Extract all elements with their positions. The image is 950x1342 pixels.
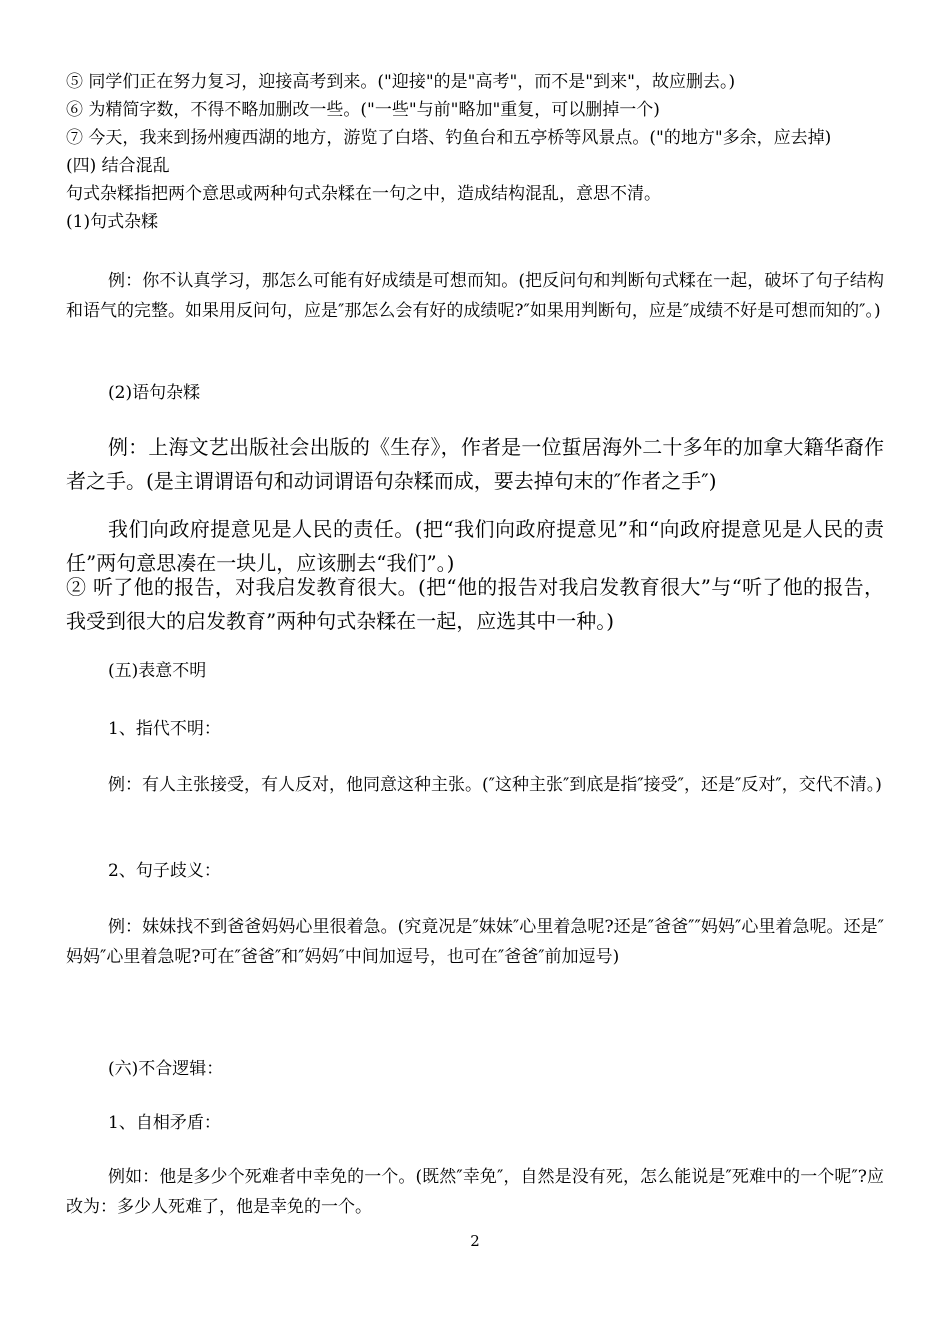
example-paragraph: 例：有人主张接受，有人反对，他同意这种主张。(″这种主张″到底是指″接受″，还是″反对″，交代不清。) [108,775,882,795]
subsection-heading: 1、自相矛盾： [108,1113,221,1133]
text-line: ⑤ 同学们正在努力复习，迎接高考到来。("迎接"的是"高考"，而不是"到来"，故应删去。) [66,72,736,92]
text-line: ⑦ 今天，我来到扬州瘦西湖的地方，游览了白塔、钓鱼台和五亭桥等风景点。("的地方"多余，应去掉) [66,128,832,148]
section-heading: (六)不合逻辑： [108,1059,224,1079]
page-number: 2 [470,1232,480,1250]
subsection-heading: (1)句式杂糅 [66,212,159,232]
text-line: ⑥ 为精简字数，不得不略加删改一些。("一些"与前"略加"重复，可以删掉一个) [66,100,660,120]
section-heading: (四) 结合混乱 [66,156,170,176]
example-paragraph: 我们向政府提意见是人民的责任。(把“我们向政府提意见”和“向政府提意见是人民的责任”两句意思凑在一块儿，应该删去“我们”。) [66,517,884,575]
example-paragraph: 例：妹妹找不到爸爸妈妈心里很着急。(究竟况是″妹妹″心里着急呢?还是″爸爸″″妈妈″心里着急呢。还是″妈妈″心里着急呢?可在″爸爸″和″妈妈″中间加逗号，也可在″爸爸″前加逗号) [66,917,884,967]
section-heading: (五)表意不明 [108,661,207,681]
subsection-heading: 1、指代不明： [108,719,221,739]
example-paragraph: 例：你不认真学习，那怎么可能有好成绩是可想而知。(把反问句和判断句式糅在一起，破坏了句子结构和语气的完整。如果用反问句，应是″那怎么会有好的成绩呢?″如果用判断句，应是″成绩不好是可想而知的″。) [66,271,884,321]
text-line: 句式杂糅指把两个意思或两种句式杂糅在一句之中，造成结构混乱，意思不清。 [66,184,661,204]
example-paragraph: 例：上海文艺出版社会出版的《生存》，作者是一位蜇居海外二十多年的加拿大籍华裔作者之手。(是主谓谓语句和动词谓语句杂糅而成，要去掉句末的″作者之手″) [66,435,884,493]
subsection-heading: (2)语句杂糅 [108,383,201,403]
example-paragraph: ② 听了他的报告，对我启发教育很大。(把“他的报告对我启发教育很大”与“听了他的报告，我受到很大的启发教育”两种句式杂糅在一起，应选其中一种。) [66,575,884,633]
subsection-heading: 2、句子歧义： [108,861,221,881]
example-paragraph: 例如：他是多少个死难者中幸免的一个。(既然″幸免″，自然是没有死，怎么能说是″死难中的一个呢″?应改为：多少人死难了，他是幸免的一个。 [66,1167,884,1217]
